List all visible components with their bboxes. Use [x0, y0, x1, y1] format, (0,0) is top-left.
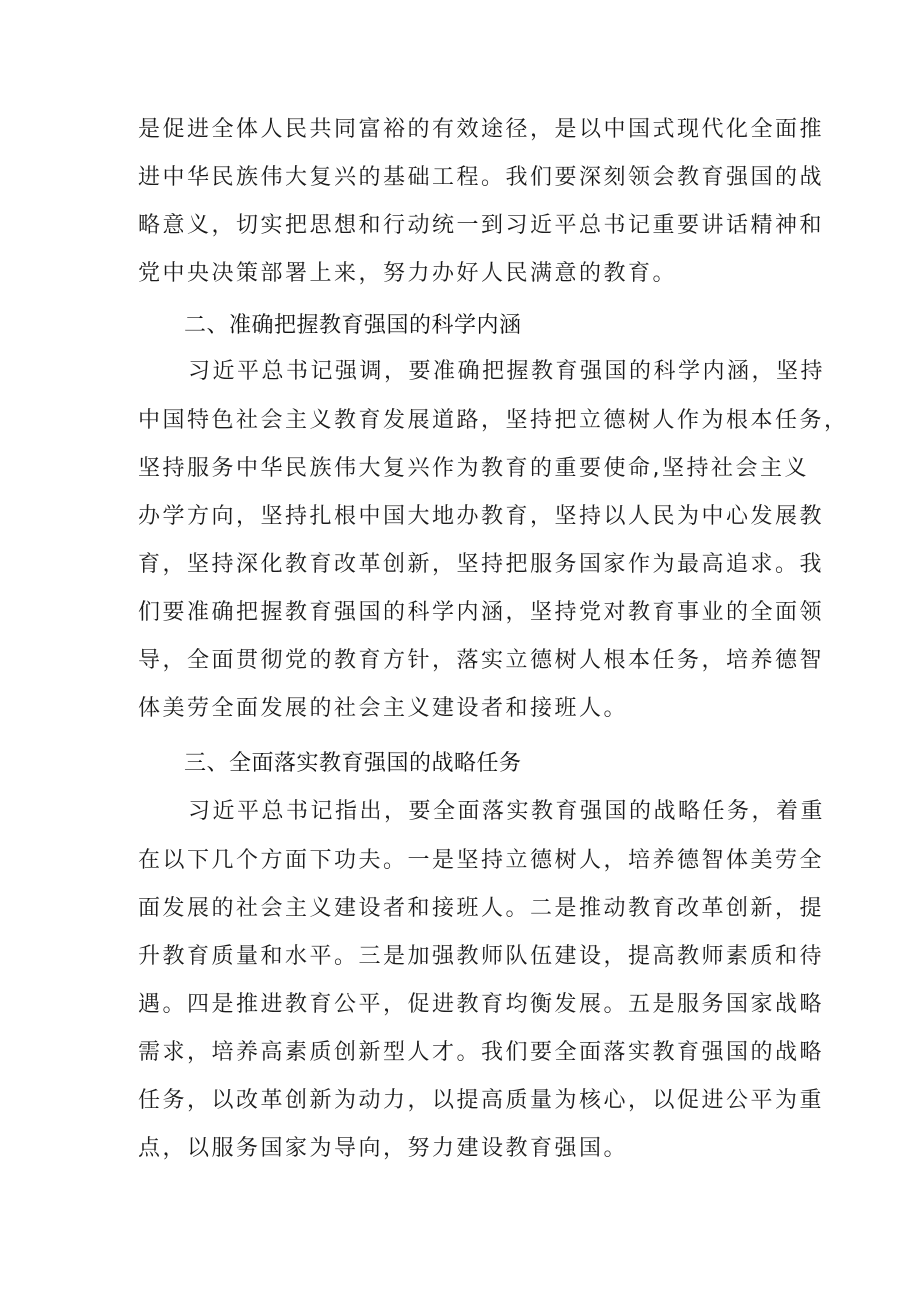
paragraph-2-line: 坚持服务中华民族伟大复兴作为教育的重要使命,坚持社会主义 — [138, 456, 809, 481]
paragraph-3-line: 点，以服务国家为导向，努力建设教育强国。 — [138, 1136, 629, 1161]
paragraph-1-line: 进中华民族伟大复兴的基础工程。我们要深刻领会教育强国的战 — [138, 165, 825, 190]
paragraph-2-line: 育，坚持深化教育改革创新，坚持把服务国家作为最高追求。我 — [138, 552, 825, 577]
paragraph-3-line: 在以下几个方面下功夫。一是坚持立德树人，培养德智体美劳全 — [138, 848, 825, 873]
paragraph-2-line: 们要准确把握教育强国的科学内涵，坚持党对教育事业的全面领 — [138, 600, 825, 625]
paragraph-2-line: 导，全面贯彻党的教育方针，落实立德树人根本任务，培养德智 — [138, 648, 825, 673]
paragraph-2-line: 中国特色社会主义教育发展道路，坚持把立德树人作为根本任务， — [138, 408, 849, 433]
paragraph-2-line: 习近平总书记强调，要准确把握教育强国的科学内涵，坚持 — [188, 359, 826, 384]
paragraph-3-line: 遇。四是推进教育公平，促进教育均衡发展。五是服务国家战略 — [138, 992, 825, 1017]
paragraph-3-line: 任务，以改革创新为动力，以提高质量为核心，以促进公平为重 — [138, 1088, 825, 1113]
section-heading-3: 三、全面落实教育强国的战略任务 — [184, 751, 522, 776]
paragraph-2-line: 办学方向，坚持扎根中国大地办教育，坚持以人民为中心发展教 — [138, 504, 825, 529]
paragraph-1-line: 是促进全体人民共同富裕的有效途径，是以中国式现代化全面推 — [138, 117, 825, 142]
paragraph-2-line: 体美劳全面发展的社会主义建设者和接班人。 — [138, 696, 629, 721]
paragraph-3-line: 需求，培养高素质创新型人才。我们要全面落实教育强国的战略 — [138, 1040, 825, 1065]
paragraph-3-line: 升教育质量和水平。三是加强教师队伍建设，提高教师素质和待 — [138, 944, 825, 969]
section-heading-2: 二、准确把握教育强国的科学内涵 — [184, 313, 522, 338]
paragraph-1-line: 党中央决策部署上来，努力办好人民满意的教育。 — [138, 261, 678, 286]
paragraph-3-line: 习近平总书记指出，要全面落实教育强国的战略任务，着重 — [188, 799, 826, 824]
paragraph-1-line: 略意义，切实把思想和行动统一到习近平总书记重要讲话精神和 — [138, 213, 825, 238]
paragraph-3-line: 面发展的社会主义建设者和接班人。二是推动教育改革创新，提 — [138, 896, 825, 921]
